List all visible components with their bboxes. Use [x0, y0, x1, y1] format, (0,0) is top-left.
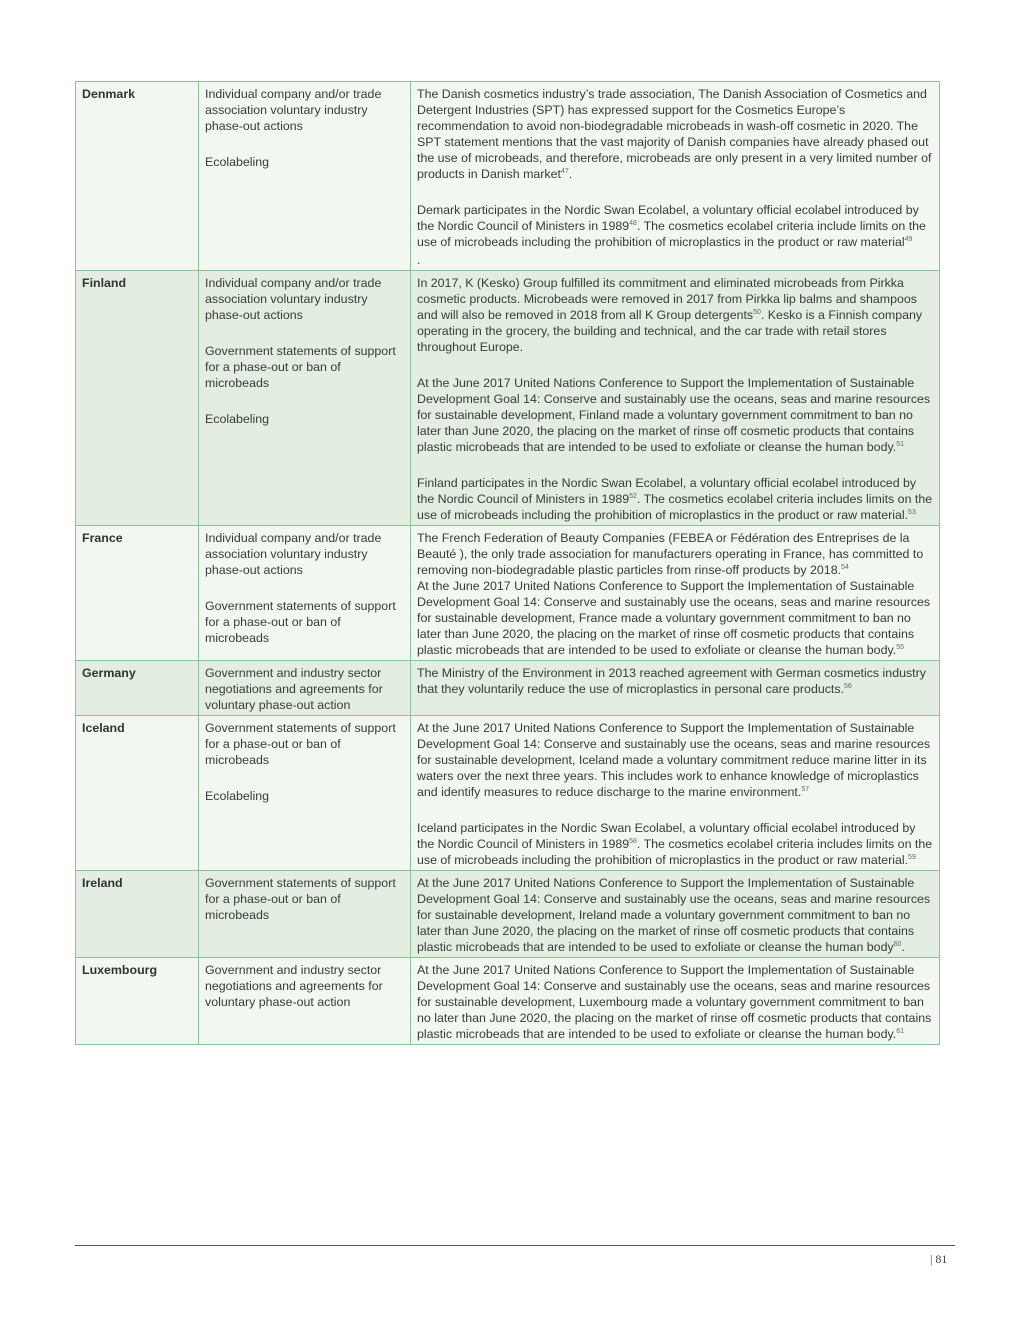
- description-cell: [411, 526, 940, 661]
- description-paragraph: .: [417, 253, 421, 267]
- description-paragraph: The Danish cosmetics industry’s trade association, The Danish Association of Cosmetics and Detergent Industries (SPT) has expressed support for the Cosmetics Europe’s recommendation to avoid non-biodegradable microbeads in wash-off cosmetic in 2020. The SPT statement mentions that the vast majority of Danish companies have already phased out the use of microbeads, and therefore, microbeads are only present in a very limited number of products in Danish market$^{47}$.: [417, 87, 932, 181]
- table-row: [76, 958, 940, 1045]
- description-cell: [411, 82, 940, 271]
- description-paragraph: The Ministry of the Environment in 2013 reached agreement with German cosmetics industry that they voluntarily reduce the use of microplastics in personal care products.$^{56}$: [417, 666, 926, 696]
- action-type: Ecolabeling: [205, 155, 270, 169]
- footnote-ref: 58: [629, 838, 637, 845]
- description-paragraph: In 2017, K (Kesko) Group fulfilled its commitment and eliminated microbeads from Pirkka cosmetic products. Microbeads were removed in 2017 from Pirkka lip balms and shampoos and will also be removed in 2018 from all K Group detergents$^{50}$. Kesko is a Finnish company operating in the grocery, the building and technical, and the car trade with retail stores throughout Europe.: [417, 276, 923, 354]
- footnote-ref: 53: [908, 509, 916, 516]
- description-cell: [411, 271, 940, 526]
- actions-cell: [199, 82, 411, 271]
- description-paragraph: At the June 2017 United Nations Conference to Support the Implementation of Sustainable Development Goal 14: Conserve and sustainably use the oceans, seas and marine resources for sustainable development, France made a voluntary government commitment to ban no later than June 2020, the placing on the market of rinse off cosmetic products that contains plastic microbeads that are intended to be used to exfoliate or cleanse the human body.$^{55}$: [417, 579, 931, 657]
- actions-cell: [199, 958, 411, 1045]
- footnote-ref: 59: [908, 854, 916, 861]
- description-cell: [411, 871, 940, 958]
- country-cell: Ireland: [76, 871, 199, 958]
- country-cell: Finland: [76, 271, 199, 526]
- action-type: Government statements of support for a phase-out or ban of microbeads: [205, 344, 396, 390]
- description-paragraph: The French Federation of Beauty Companies (FEBEA or Fédération des Entreprises de la Beauté ), the only trade association for manufacturers operating in France, has committed to removing non-biodegradable plastic particles from rinse-off products by 2018.54: [417, 531, 924, 577]
- footnote-ref: 48: [629, 220, 637, 227]
- action-type: Government statements of support for a phase-out or ban of microbeads: [205, 876, 396, 922]
- table-body: [76, 82, 940, 1045]
- country-cell: Luxembourg: [76, 958, 199, 1045]
- actions-cell: [199, 661, 411, 716]
- description-paragraph: At the June 2017 United Nations Conference to Support the Implementation of Sustainable Development Goal 14: Conserve and sustainably use the oceans, seas and marine resources for sustainable development, Finland made a voluntary government commitment to ban no later than June 2020, the placing on the market of rinse off cosmetic products that contains plastic microbeads that are intended to be used to exfoliate or cleanse the human body.$^{51}$: [417, 376, 931, 454]
- description-paragraph: Demark participates in the Nordic Swan Ecolabel, a voluntary official ecolabel introduced by the Nordic Council of Ministers in 1989$^{48}$. The cosmetics ecolabel criteria include limits on the use of microbeads including the prohibition of microplastics in the product or raw material$^{49}$: [417, 203, 926, 249]
- country-policy-table: [75, 81, 940, 1045]
- footer-divider: [75, 1245, 955, 1246]
- table-row: [76, 82, 940, 271]
- action-type: Government statements of support for a phase-out or ban of microbeads: [205, 599, 396, 645]
- footnote-ref: 54: [841, 564, 849, 571]
- action-type: Government and industry sector negotiations and agreements for voluntary phase-out action: [205, 666, 383, 712]
- description-paragraph: At the June 2017 United Nations Conference to Support the Implementation of Sustainable Development Goal 14: Conserve and sustainably use the oceans, seas and marine resources for sustainable development, Ireland made a voluntary government commitment to ban no later than June 2020, the placing on the market of rinse off cosmetic products that contains plastic microbeads that are intended to be used to exfoliate or cleanse the human body$^{60}$.: [417, 876, 931, 954]
- action-type: Individual company and/or trade association voluntary industry phase-out actions: [205, 531, 382, 577]
- actions-cell: [199, 526, 411, 661]
- table-row: [76, 271, 940, 526]
- country-cell: Denmark: [76, 82, 199, 271]
- table-row: [76, 716, 940, 871]
- footnote-ref: 57: [801, 786, 810, 793]
- footnote-ref: 51: [896, 441, 904, 448]
- page-number: | 81: [930, 1252, 948, 1266]
- actions-cell: [199, 271, 411, 526]
- description-paragraph: Iceland participates in the Nordic Swan Ecolabel, a voluntary official ecolabel introduced by the Nordic Council of Ministers in 1989$^{58}$. The cosmetics ecolabel criteria includes limits on the use of microbeads including the prohibition of microplastics in the product or raw material.$^{59}$: [417, 821, 933, 867]
- footnote-ref: 61: [896, 1028, 904, 1035]
- description-cell: [411, 958, 940, 1045]
- actions-cell: [199, 716, 411, 871]
- action-type: Government and industry sector negotiations and agreements for voluntary phase-out action: [205, 963, 383, 1009]
- table-row: [76, 526, 940, 661]
- footnote-ref: 55: [896, 644, 904, 651]
- action-type: Ecolabeling: [205, 412, 270, 426]
- footnote-ref: 49: [904, 236, 913, 243]
- action-type: Individual company and/or trade association voluntary industry phase-out actions: [205, 276, 382, 322]
- description-paragraph: At the June 2017 United Nations Conference to Support the Implementation of Sustainable Development Goal 14: Conserve and sustainably use the oceans, seas and marine resources for sustainable development, Luxembourg made a voluntary government commitment to ban no later than June 2020, the placing on the market of rinse off cosmetic products that contains plastic microbeads that are intended to be used to exfoliate or cleanse the human body.$^{61}$: [417, 963, 932, 1041]
- footnote-ref: 56: [844, 683, 852, 690]
- action-type: Ecolabeling: [205, 789, 270, 803]
- table-row: [76, 661, 940, 716]
- country-cell: Iceland: [76, 716, 199, 871]
- footnote-ref: 52: [629, 493, 637, 500]
- action-type: Government statements of support for a phase-out or ban of microbeads: [205, 721, 396, 767]
- footnote-ref: 50: [753, 309, 761, 316]
- description-paragraph: At the June 2017 United Nations Conference to Support the Implementation of Sustainable Development Goal 14: Conserve and sustainably use the oceans, seas and marine resources for sustainable development, Iceland made a voluntary commitment reduce marine litter in its waters over the next three years. This includes work to enhance knowledge of microplastics and identify measures to reduce discharge to the marine environment.$^{57}$: [417, 721, 931, 799]
- table-row: [76, 871, 940, 958]
- footnote-ref: 47: [560, 168, 569, 175]
- country-cell: France: [76, 526, 199, 661]
- actions-cell: [199, 871, 411, 958]
- description-cell: [411, 716, 940, 871]
- country-cell: Germany: [76, 661, 199, 716]
- action-type: Individual company and/or trade association voluntary industry phase-out actions: [205, 87, 382, 133]
- description-paragraph: Finland participates in the Nordic Swan Ecolabel, a voluntary official ecolabel introduced by the Nordic Council of Ministers in 1989$^{52}$. The cosmetics ecolabel criteria includes limits on the use of microbeads including the prohibition of microplastics in the product or raw material.$^{53}$: [417, 476, 933, 522]
- footnote-ref: 60: [893, 941, 902, 948]
- description-cell: [411, 661, 940, 716]
